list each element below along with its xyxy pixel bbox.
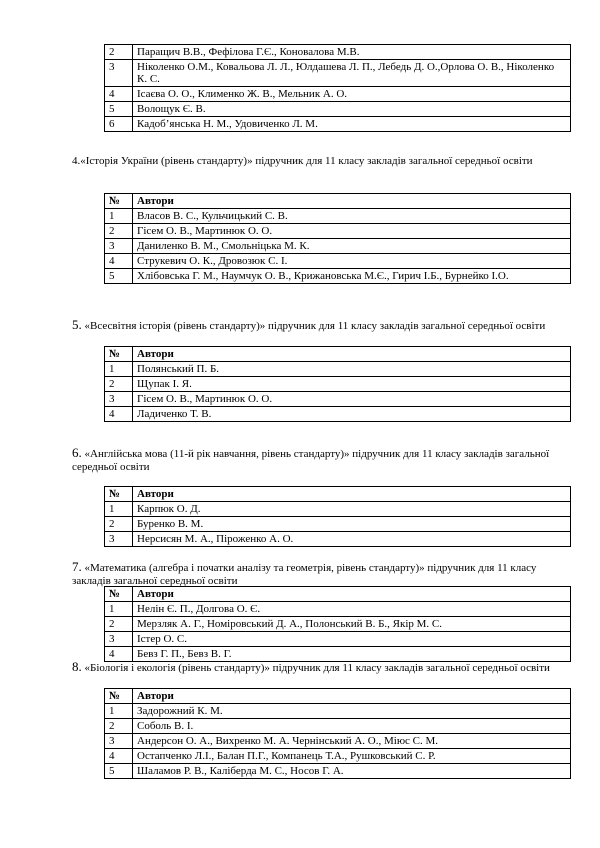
row-authors: Полянський П. Б.	[133, 362, 571, 377]
table-header-row	[105, 487, 571, 502]
row-number: 2	[105, 224, 133, 239]
table-row	[105, 392, 571, 407]
section-heading: 4.«Історія України (рівень стандарту)» підручник для 11 класу закладів загальної середньої освіти	[72, 155, 533, 167]
table-row	[105, 517, 571, 532]
authors-table	[104, 193, 571, 284]
table-row	[105, 734, 571, 749]
row-authors: Шаламов Р. В., Каліберда М. С., Носов Г. А.	[133, 764, 571, 779]
row-authors: Гісем О. В., Мартинюк О. О.	[133, 392, 571, 407]
row-number: 3	[105, 60, 133, 87]
row-number: 3	[105, 734, 133, 749]
section-heading: 7. «Математика (алгебра і початки аналізу та геометрія, рівень стандарту)» підручник для 11 класу закладів загальної середньої освіти	[72, 559, 537, 587]
row-number: 4	[105, 407, 133, 422]
table-row	[105, 407, 571, 422]
table-header-row	[105, 194, 571, 209]
row-number: 1	[105, 502, 133, 517]
row-number: 6	[105, 117, 133, 132]
section-heading: 8. «Біологія і екологія (рівень стандарту)» підручник для 11 класу закладів загальної середньої освіти	[72, 659, 550, 674]
row-authors: Нерсисян М. А., Піроженко А. О.	[133, 532, 571, 547]
table-row	[105, 719, 571, 734]
row-authors: Щупак І. Я.	[133, 377, 571, 392]
authors-table	[104, 586, 571, 662]
row-authors: Хлібовська Г. М., Наумчук О. В., Крижановська М.Є., Гирич І.Б., Бурнейко І.О.	[133, 269, 571, 284]
table-row	[105, 617, 571, 632]
header-number: №	[105, 587, 133, 602]
table-row	[105, 269, 571, 284]
row-number: 3	[105, 392, 133, 407]
row-number: 1	[105, 209, 133, 224]
row-authors: Власов В. С., Кульчицький С. В.	[133, 209, 571, 224]
authors-table	[104, 346, 571, 422]
row-authors: Карпюк О. Д.	[133, 502, 571, 517]
authors-table	[104, 688, 571, 779]
table-row	[105, 117, 571, 132]
row-authors: Істер О. С.	[133, 632, 571, 647]
row-authors: Струкевич О. К., Дровозюк С. І.	[133, 254, 571, 269]
header-authors: Автори	[133, 347, 571, 362]
table-row	[105, 532, 571, 547]
row-number: 5	[105, 269, 133, 284]
row-number: 2	[105, 377, 133, 392]
section-heading: 5. «Всесвітня історія (рівень стандарту)» підручник для 11 класу закладів загальної середньої освіти	[72, 317, 546, 332]
header-number: №	[105, 347, 133, 362]
row-authors: Паращич В.В., Фефілова Г.Є., Коновалова М.В.	[133, 45, 571, 60]
row-authors: Ладиченко Т. В.	[133, 407, 571, 422]
row-number: 3	[105, 632, 133, 647]
authors-table	[104, 486, 571, 547]
header-number: №	[105, 689, 133, 704]
row-authors: Задорожний К. М.	[133, 704, 571, 719]
row-number: 2	[105, 45, 133, 60]
table-row	[105, 60, 571, 87]
row-number: 2	[105, 517, 133, 532]
row-number: 4	[105, 87, 133, 102]
row-authors: Нелін Є. П., Долгова О. Є.	[133, 602, 571, 617]
row-authors: Даниленко В. М., Смольніцька М. К.	[133, 239, 571, 254]
row-number: 1	[105, 704, 133, 719]
row-number: 1	[105, 602, 133, 617]
row-authors: Кадоб’янська Н. М., Удовиченко Л. М.	[133, 117, 571, 132]
row-authors: Ісаєва О. О., Клименко Ж. В., Мельник А. О.	[133, 87, 571, 102]
table-row	[105, 87, 571, 102]
row-number: 3	[105, 239, 133, 254]
table-row	[105, 764, 571, 779]
row-number: 3	[105, 532, 133, 547]
row-number: 4	[105, 647, 133, 662]
table-row	[105, 224, 571, 239]
header-authors: Автори	[133, 587, 571, 602]
row-authors: Андерсон О. А., Вихренко М. А. Чернінський А. О., Міюс С. М.	[133, 734, 571, 749]
row-number: 2	[105, 719, 133, 734]
authors-table-continued	[104, 44, 571, 132]
row-authors: Волощук Є. В.	[133, 102, 571, 117]
row-number: 5	[105, 102, 133, 117]
table-row	[105, 209, 571, 224]
header-authors: Автори	[133, 194, 571, 209]
row-authors: Соболь В. І.	[133, 719, 571, 734]
row-authors: Бевз Г. П., Бевз В. Г.	[133, 647, 571, 662]
section-heading: 6. «Англійська мова (11-й рік навчання, рівень стандарту)» підручник для 11 класу закладів загальної середньої освіти	[72, 445, 550, 473]
header-authors: Автори	[133, 487, 571, 502]
table-row	[105, 632, 571, 647]
row-authors: Буренко В. М.	[133, 517, 571, 532]
row-number: 2	[105, 617, 133, 632]
header-number: №	[105, 194, 133, 209]
table-header-row	[105, 587, 571, 602]
table-row	[105, 239, 571, 254]
table-row	[105, 45, 571, 60]
row-number: 5	[105, 764, 133, 779]
header-number: №	[105, 487, 133, 502]
table-row	[105, 102, 571, 117]
row-number: 1	[105, 362, 133, 377]
header-authors: Автори	[133, 689, 571, 704]
table-header-row	[105, 689, 571, 704]
table-row	[105, 254, 571, 269]
row-authors: Ніколенко О.М., Ковальова Л. Л., Юлдашева Л. П., Лебедь Д. О.,Орлова О. В., Ніколенко К. С.	[133, 60, 571, 87]
table-row	[105, 602, 571, 617]
row-number: 4	[105, 254, 133, 269]
row-authors: Мерзляк А. Г., Номіровський Д. А., Полонський В. Б., Якір М. С.	[133, 617, 571, 632]
row-authors: Остапченко Л.І., Балан П.Г., Компанець Т.А., Рушковський С. Р.	[133, 749, 571, 764]
row-authors: Гісем О. В., Мартинюк О. О.	[133, 224, 571, 239]
table-header-row	[105, 347, 571, 362]
table-row	[105, 749, 571, 764]
table-row	[105, 362, 571, 377]
table-row	[105, 502, 571, 517]
row-number: 4	[105, 749, 133, 764]
table-row	[105, 704, 571, 719]
table-row	[105, 377, 571, 392]
